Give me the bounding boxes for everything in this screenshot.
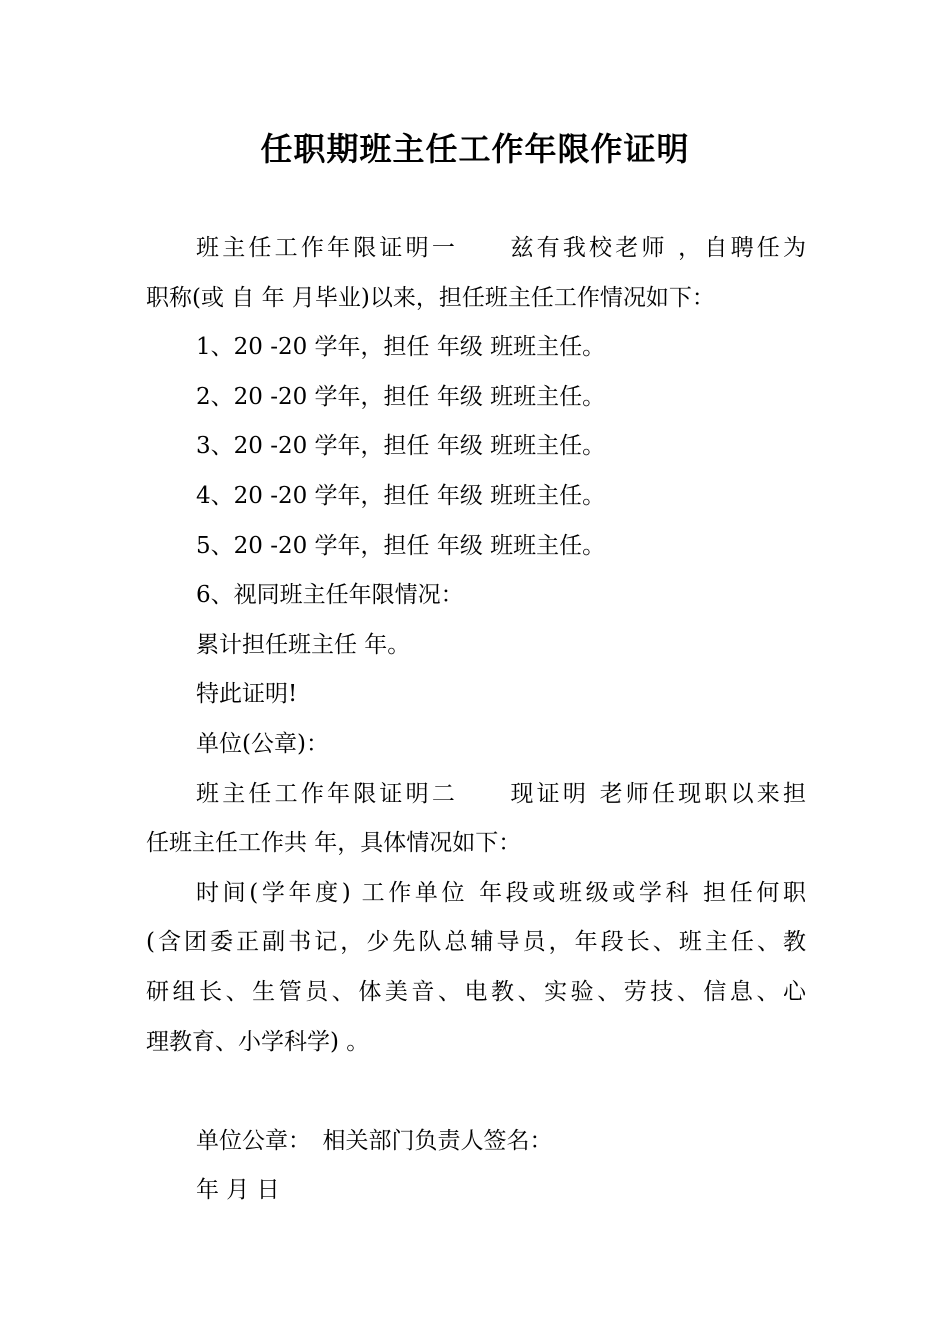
cert2-table-line-1: 时间(学年度) 工作单位 年段或班级或学科 担任何职 bbox=[196, 879, 806, 906]
cert2-signature: 单位公章： 相关部门负责人签名： bbox=[196, 1127, 553, 1154]
cert1-item-5: 5、20 -20 学年，担任 年级 班班主任。 bbox=[196, 532, 606, 559]
cert1-intro-line-2: 职称(或 自 年 月毕业)以来，担任班主任工作情况如下： bbox=[146, 284, 715, 311]
document-body bbox=[146, 224, 806, 1216]
cert1-intro-line-1: 班主任工作年限证明一 兹有我校老师 ，自聘任为 bbox=[196, 235, 806, 261]
cert1-item-6: 6、视同班主任年限情况： bbox=[196, 582, 464, 609]
cert2-date: 年 月 日 bbox=[196, 1177, 280, 1204]
blank-line bbox=[146, 1067, 806, 1117]
cert2-intro-line-2: 任班主任工作共 年，具体情况如下： bbox=[146, 830, 522, 857]
cert2-table-line-4: 理教育、小学科学) 。 bbox=[146, 1028, 370, 1055]
cert1-item-2: 2、20 -20 学年，担任 年级 班班主任。 bbox=[196, 383, 606, 410]
cert1-item-1: 1、20 -20 学年，担任 年级 班班主任。 bbox=[196, 334, 606, 361]
cert1-closing: 特此证明! bbox=[196, 681, 298, 708]
cert2-table-line-3: 研组长、生管员、体美音、电教、实验、劳技、信息、心 bbox=[146, 978, 806, 1005]
cert2-intro-line-1: 班主任工作年限证明二 现证明 老师任现职以来担 bbox=[196, 780, 806, 807]
cert1-item-4: 4、20 -20 学年，担任 年级 班班主任。 bbox=[196, 482, 606, 509]
cert1-item-3: 3、20 -20 学年，担任 年级 班班主任。 bbox=[196, 433, 606, 460]
cert2-table-line-2: (含团委正副书记，少先队总辅导员，年段长、班主任、教 bbox=[146, 929, 806, 956]
cert1-total: 累计担任班主任 年。 bbox=[196, 631, 411, 658]
cert1-seal: 单位(公章)： bbox=[196, 730, 329, 757]
document-title: 任职期班主任工作年限作证明 bbox=[260, 130, 690, 168]
